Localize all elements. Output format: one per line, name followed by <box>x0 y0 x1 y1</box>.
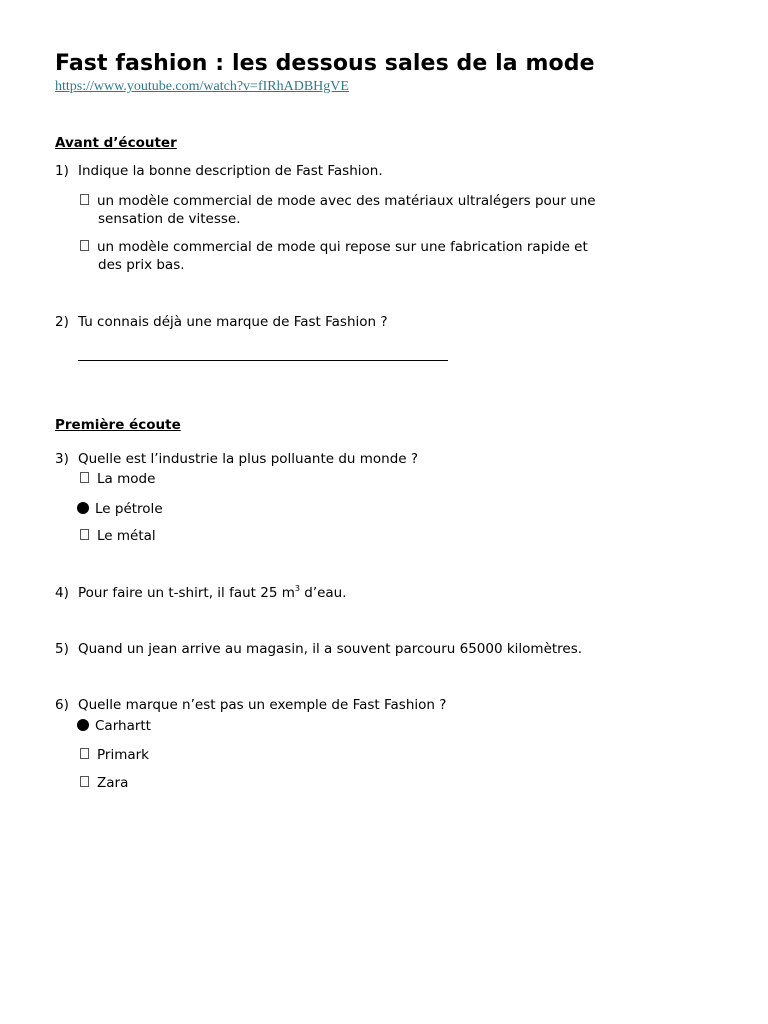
option-label: La mode <box>97 471 156 487</box>
superscript: 3 <box>294 584 300 593</box>
question-6 <box>55 697 446 713</box>
question-text: Quand un jean arrive au magasin, il a souvent parcouru 65000 kilomètres. <box>78 641 583 657</box>
q3-option-1[interactable] <box>78 470 155 489</box>
page-title: Fast fashion : les dessous sales de la mode <box>55 51 595 76</box>
question-text: Indique la bonne description de Fast Fashion. <box>78 163 383 179</box>
q1-option-b[interactable] <box>78 238 588 257</box>
q3-option-3[interactable] <box>78 527 156 546</box>
question-text: Quelle marque n’est pas un exemple de Fast Fashion ? <box>78 697 447 713</box>
option-label: un modèle commercial de mode qui repose sur une fabrication rapide et <box>97 239 588 255</box>
q1-option-b-continuation: des prix bas. <box>98 257 185 273</box>
option-label: Le métal <box>97 528 156 544</box>
question-number: 1) <box>55 163 69 179</box>
answer-line[interactable] <box>78 360 448 361</box>
question-number: 3) <box>55 451 69 467</box>
q6-option-2[interactable] <box>78 746 149 765</box>
q1-option-a-continuation: sensation de vitesse. <box>98 211 241 227</box>
question-number: 6) <box>55 697 69 713</box>
question-text: Tu connais déjà une marque de Fast Fashion ? <box>78 314 388 330</box>
checkbox-icon[interactable] <box>80 240 89 251</box>
checkbox-icon[interactable] <box>80 776 89 787</box>
section-heading-premiere: Première écoute <box>55 417 181 433</box>
option-label: Le pétrole <box>95 501 163 517</box>
question-text: Quelle est l’industrie la plus polluante du monde ? <box>78 451 419 467</box>
option-label: Primark <box>97 747 149 763</box>
youtube-link[interactable]: https://www.youtube.com/watch?v=fIRhADBHgVE <box>55 79 349 94</box>
checkbox-icon[interactable] <box>80 472 89 483</box>
question-1 <box>55 163 383 179</box>
section-heading-avant: Avant d’écouter <box>55 135 177 151</box>
q3-option-2[interactable] <box>78 500 163 519</box>
question-number: 2) <box>55 314 69 330</box>
q1-option-a[interactable] <box>78 192 596 211</box>
checkbox-icon[interactable] <box>80 748 89 759</box>
question-4 <box>55 584 347 601</box>
option-label: Carhartt <box>95 718 151 734</box>
question-number: 4) <box>55 585 69 601</box>
q6-option-1[interactable] <box>78 717 151 736</box>
filled-bullet-icon[interactable] <box>77 719 89 731</box>
option-label: un modèle commercial de mode avec des matériaux ultralégers pour une <box>97 193 596 209</box>
checkbox-icon[interactable] <box>80 194 89 205</box>
question-2 <box>55 314 388 330</box>
option-label: Zara <box>97 775 129 791</box>
filled-bullet-icon[interactable] <box>77 502 89 514</box>
question-number: 5) <box>55 641 69 657</box>
checkbox-icon[interactable] <box>80 529 89 540</box>
question-text-end: d’eau. <box>299 585 347 601</box>
question-5 <box>55 641 582 657</box>
question-3 <box>55 451 418 467</box>
q6-option-3[interactable] <box>78 774 128 793</box>
question-text: Pour faire un t-shirt, il faut 25 m <box>78 585 295 601</box>
